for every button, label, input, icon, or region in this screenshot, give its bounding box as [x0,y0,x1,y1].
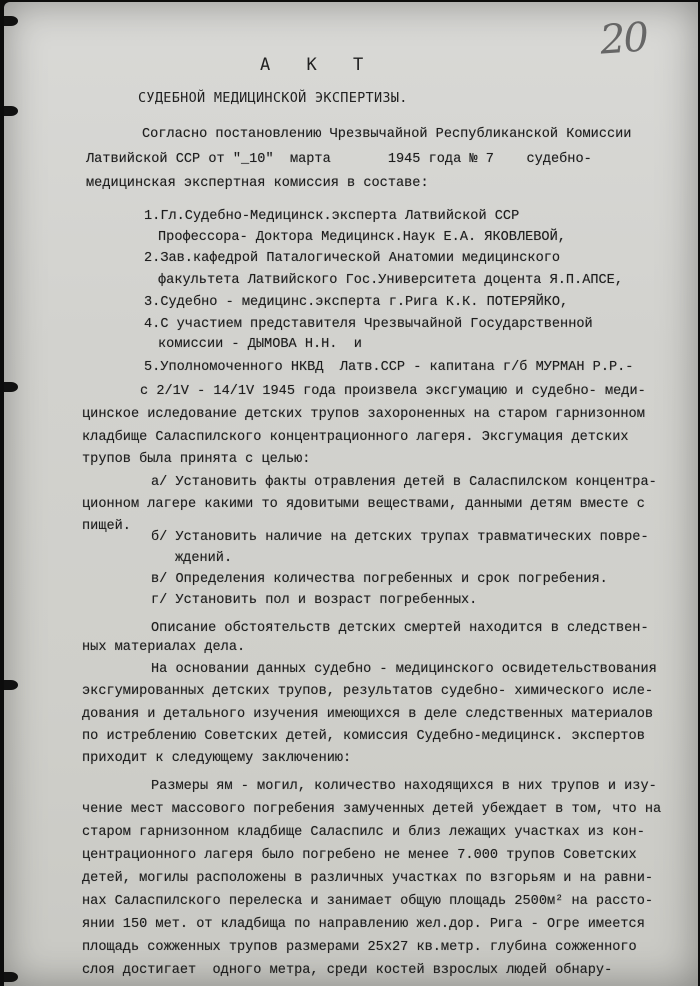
text-line: янии 150 мет. от кладбища по направлению жел.дор. Рига - Огре имеется [82,917,645,932]
list-item: 3.Судебно - медицинс.эксперта г.Рига К.К. ПОТЕРЯЙКО, [144,295,569,310]
list-item-continuation: факультета Латвийского Гос.Университета доцента Я.П.АПСЕ, [158,273,623,288]
text-line: кладбище Саласпилского концентрационного лагеря. Эксгумация детских [82,430,629,445]
text-line: г/ Установить пол и возраст погребенных. [151,593,478,608]
text-line: нах Саласпилского перелеска и занимает общую площадь 2500м² на рассто- [82,894,654,909]
list-item: 2.Зав.кафедрой Паталогической Анатомии медицинского [144,251,561,266]
text-line: Латвийской ССР от "_10" марта 1945 года № 7 судебно- [86,152,592,167]
text-line: дования и детального изучения имеющихся в деле следственных материалов [82,707,654,722]
punch-hole [4,972,18,982]
text-line: центрационного лагеря было погребено не менее 7.000 трупов Советских [82,848,637,863]
text-line: в/ Определения количества погребенных и срок погребения. [151,572,608,587]
text-line: а/ Установить факты отравления детей в Саласпилском концентра- [151,475,657,490]
punch-hole [4,16,18,26]
text-line: Согласно постановлению Чрезвычайной Республиканской Комиссии [142,127,632,142]
text-line: приходит к следующему заключению: [82,751,352,766]
list-item: 5.Уполномоченного НКВД Латв.ССР - капитана г/б МУРМАН Р.Р.- [144,360,634,375]
list-item: 4.С участием представителя Чрезвычайной Государственной [144,317,593,332]
text-line: детей, могилы расположены в различных участках по взгорьям и на равни- [82,871,654,886]
page-number: 20 [598,14,649,64]
text-line: Размеры ям - могил, количество находящихся в них трупов и изу- [151,779,657,794]
text-line: по истреблению Советских детей, комиссия Судебно-медицинск. экспертов [82,729,645,744]
list-item-continuation: комиссии - ДЫМОВА Н.Н. и [158,337,362,352]
document-subtitle: СУДЕБНОЙ МЕДИЦИНСКОЙ ЭКСПЕРТИЗЫ. [138,90,408,106]
text-line: ционном лагере какими то ядовитыми веществами, данными детям вместе с [82,497,645,512]
text-line: цинское иследование детских трупов захороненных на старом гарнизонном [82,407,645,422]
text-line: б/ Установить наличие на детских трупах травматических повре- [151,530,649,545]
punch-hole [4,382,18,392]
document-title: А К Т [260,55,377,75]
text-line: старом гарнизонном кладбище Саласпилс и близ лежащих участках из кон- [82,825,645,840]
list-item: 1.Гл.Судебно-Медицинск.эксперта Латвийской ССР [144,209,520,224]
text-line: чение мест массового погребения замученных детей убеждает в том, что на [82,802,662,817]
text-line: площадь сожженных трупов размерами 25x27 кв.метр. глубина сожженного [82,940,637,955]
text-line: Описание обстоятельств детских смертей находится в следствен- [151,621,649,636]
text-line: слоя достигает одного метра, среди костей взрослых людей обнару- [82,963,613,978]
list-item-continuation: Профессора- Доктора Медицинск.Наук Е.А. ЯКОВЛЕВОЙ, [158,230,566,245]
text-line: трупов была принята с целью: [82,452,311,467]
text-line: На основании данных судебно - медицинского освидетельствования [151,662,657,677]
text-line: медицинская экспертная комиссия в составе: [86,176,429,191]
text-line: пищей. [82,519,131,534]
punch-hole [4,106,18,116]
text-line: с 2/1V - 14/1V 1945 года произвела эксгумацию и судебно- меди- [140,384,646,399]
text-line: ждений. [175,551,233,566]
punch-hole [4,680,18,690]
text-line: ных материалах дела. [82,640,246,655]
text-line: эксгумированных детских трупов, результатов судебно- химического иcле- [82,684,654,699]
